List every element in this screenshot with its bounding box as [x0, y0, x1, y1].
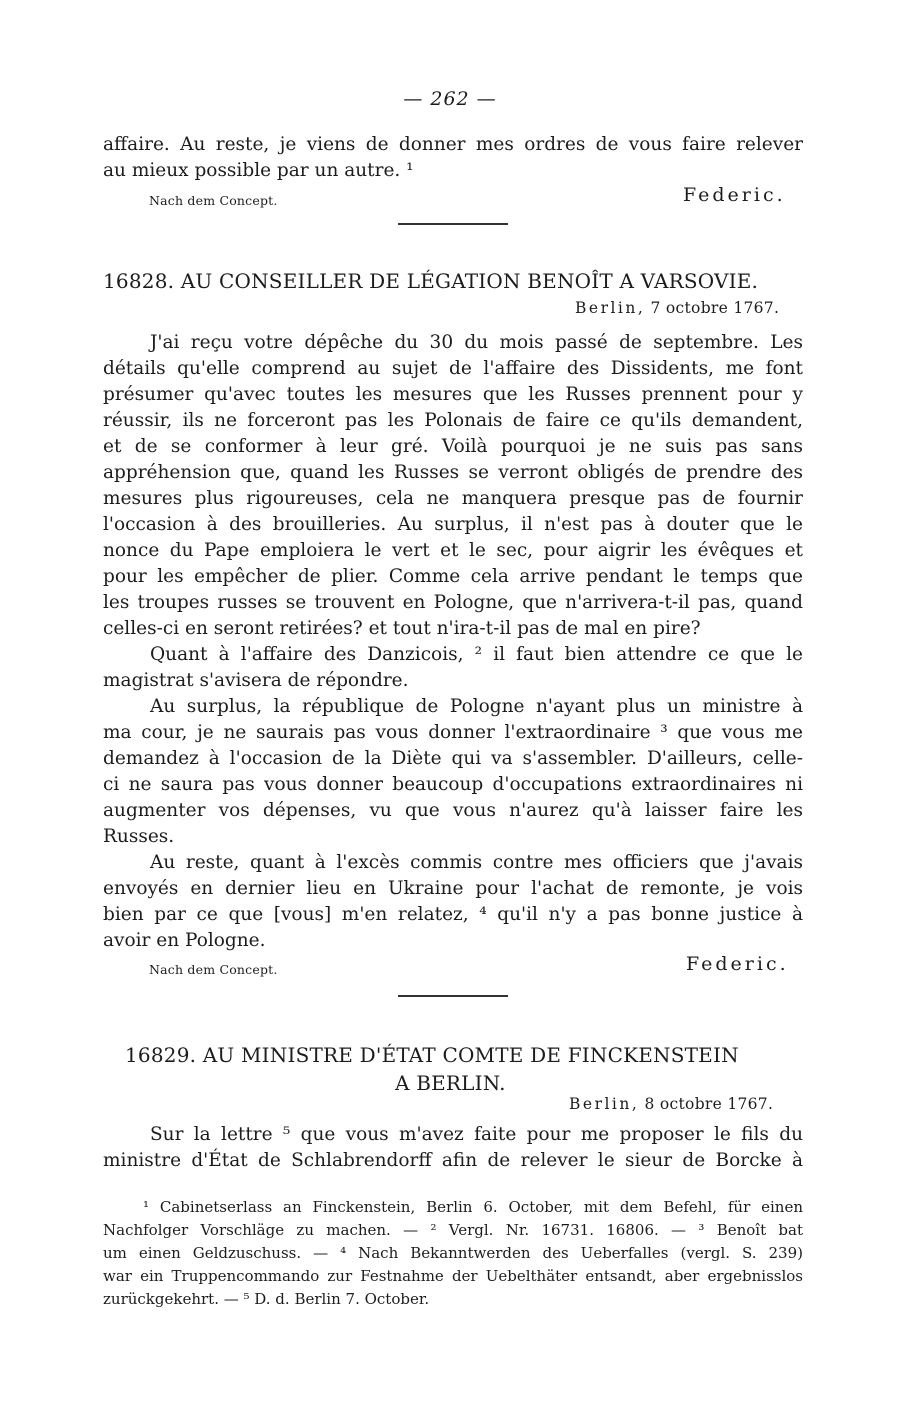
text-line: J'ai reçu votre dépêche du 30 du mois passé de septembre. Les — [150, 332, 803, 353]
signature: Federic. — [683, 184, 786, 206]
dateline — [569, 1095, 773, 1113]
section-divider — [398, 995, 508, 997]
letter-body — [103, 330, 803, 954]
text-line: augmenter vos dépenses, vu que vous n'aurez qu'à laisser faire les — [103, 800, 803, 821]
dateline-date: 7 octobre 1767. — [650, 299, 780, 317]
text-line: avoir en Pologne. — [103, 930, 266, 951]
text-line: nonce du Pape emploiera le vert et le sec, pour aigrir les évêques et — [103, 540, 803, 561]
text-line: Sur la lettre ⁵ que vous m'avez faite pour me proposer le fils du — [150, 1124, 803, 1145]
text-line: mesures plus rigoureuses, cela ne manquera presque pas de fournir — [103, 488, 803, 509]
text-line: Quant à l'affaire des Danzicois, ² il faut bien attendre ce que le — [150, 644, 803, 665]
text-line: Russes. — [103, 826, 175, 847]
letter-heading: 16829. AU MINISTRE D'ÉTAT COMTE DE FINCKENSTEIN — [125, 1043, 739, 1067]
text-line: envoyés en dernier lieu en Ukraine pour l'achat de remonte, je vois — [103, 878, 803, 899]
letter-heading: 16828. AU CONSEILLER DE LÉGATION BENOÎT A VARSOVIE. — [103, 269, 759, 293]
footnote-line: Nachfolger Vorschläge zu machen. — ² Vergl. Nr. 16731. 16806. — ³ Benoît bat — [103, 1221, 803, 1239]
source-note: Nach dem Concept. — [149, 962, 278, 977]
letter-body — [103, 1122, 803, 1174]
signature: Federic. — [686, 953, 789, 975]
section-divider — [398, 223, 508, 225]
text-line: Au reste, quant à l'excès commis contre mes officiers que j'avais — [150, 852, 803, 873]
text-line: présumer qu'avec toutes les mesures que les Russes prennent pour y — [103, 384, 803, 405]
dateline-date: 8 octobre 1767. — [644, 1095, 774, 1113]
text-line: au mieux possible par un autre. ¹ — [103, 160, 414, 181]
text-line: celles-ci en seront retirées? et tout n'ira-t-il pas de mal en pire? — [103, 618, 701, 639]
text-line: réussir, ils ne forceront pas les Polonais de faire ce qu'ils demandent, — [103, 410, 803, 431]
text-line: les troupes russes se trouvent en Pologne, que n'arrivera-t-il pas, quand — [103, 592, 803, 613]
dateline — [575, 299, 779, 317]
text-line: Au surplus, la république de Pologne n'ayant plus un ministre à — [150, 696, 803, 717]
text-line: ma cour, je ne saurais pas vous donner l'extraordinaire ³ que vous me — [103, 722, 803, 743]
intro-text — [103, 132, 803, 184]
text-line: l'occasion à des brouilleries. Au surplus, il n'est pas à douter que le — [103, 514, 803, 535]
footnote-line: war ein Truppencommando zur Festnahme der Uebelthäter entsandt, aber ergebnisslos — [103, 1267, 803, 1285]
text-line: magistrat s'avisera de répondre. — [103, 670, 409, 691]
text-line: ci ne saura pas vous donner beaucoup d'occupations extraordinaires ni — [103, 774, 803, 795]
text-line: ministre d'État de Schlabrendorff afin de relever le sieur de Borcke à — [103, 1150, 803, 1171]
dateline-place: Berlin, — [575, 299, 646, 317]
text-line: et de se conformer à leur gré. Voilà pourquoi je ne suis pas sans — [103, 436, 803, 457]
footnote-line: um einen Geldzuschuss. — ⁴ Nach Bekanntwerden des Ueberfalles (vergl. S. 239) — [103, 1244, 803, 1262]
source-note: Nach dem Concept. — [149, 193, 278, 208]
footnote-line: ¹ Cabinetserlass an Finckenstein, Berlin 6. October, mit dem Befehl, für einen — [143, 1198, 803, 1216]
letter-heading-continued: A BERLIN. — [395, 1071, 506, 1095]
footnote-line: zurückgekehrt. — ⁵ D. d. Berlin 7. October. — [103, 1290, 430, 1308]
dateline-place: Berlin, — [569, 1095, 640, 1113]
text-line: demandez à l'occasion de la Diète qui va s'assembler. D'ailleurs, celle- — [103, 748, 803, 769]
text-line: affaire. Au reste, je viens de donner mes ordres de vous faire relever — [103, 134, 803, 155]
page-number: — 262 — — [403, 88, 497, 110]
text-line: pour les empêcher de plier. Comme cela arrive pendant le temps que — [103, 566, 803, 587]
text-line: bien par ce que [vous] m'en relatez, ⁴ qu'il n'y a pas bonne justice à — [103, 904, 803, 925]
text-line: appréhension que, quand les Russes se verront obligés de prendre des — [103, 462, 803, 483]
footnotes — [103, 1196, 803, 1311]
text-line: détails qu'elle comprend au sujet de l'affaire des Dissidents, me font — [103, 358, 803, 379]
